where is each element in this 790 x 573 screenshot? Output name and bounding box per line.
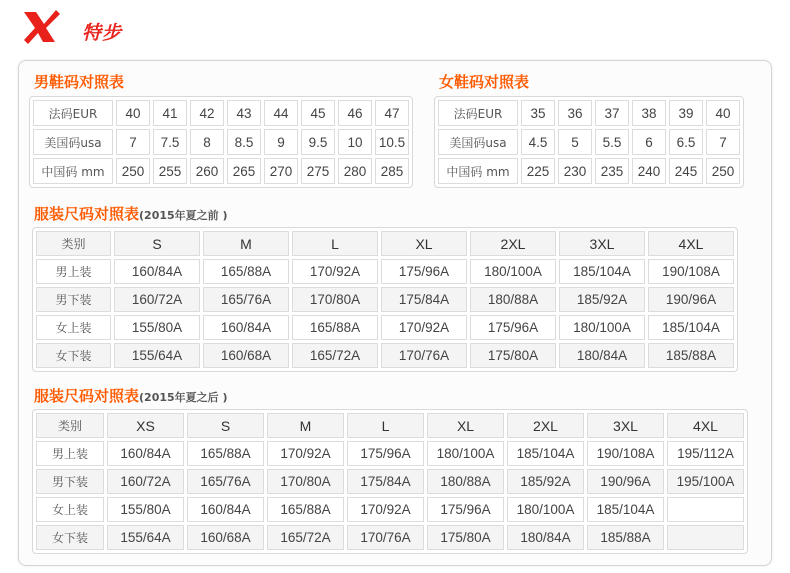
- table-row: [36, 441, 744, 466]
- size-cell: 155/80A: [107, 497, 184, 522]
- size-cell: 225: [521, 158, 555, 184]
- size-header: L: [347, 413, 424, 438]
- row-label: 女下装: [36, 525, 104, 550]
- size-cell: 250: [706, 158, 740, 184]
- size-cell: 170/92A: [381, 315, 467, 340]
- size-cell: 165/76A: [187, 469, 264, 494]
- size-cell: 175/84A: [347, 469, 424, 494]
- size-cell: 235: [595, 158, 629, 184]
- table-row: [36, 469, 744, 494]
- size-cell: 9: [264, 129, 298, 155]
- size-cell: 170/76A: [381, 343, 467, 368]
- size-cell: 155/80A: [114, 315, 200, 340]
- size-cell: 165/88A: [292, 315, 378, 340]
- table-row: [36, 497, 744, 522]
- size-cell: 245: [669, 158, 703, 184]
- clothing-before-title-text: 服装尺码对照表: [34, 205, 140, 223]
- size-cell: 37: [595, 100, 629, 126]
- size-cell: 36: [558, 100, 592, 126]
- size-cell: 8.5: [227, 129, 261, 155]
- size-header: 2XL: [470, 231, 556, 256]
- table-row: [36, 343, 734, 368]
- brand-logo: [22, 8, 142, 50]
- header-row: [36, 413, 744, 438]
- women-shoes-table: [434, 96, 744, 188]
- size-cell: 165/72A: [267, 525, 344, 550]
- size-cell: 170/92A: [267, 441, 344, 466]
- size-cell: 8: [190, 129, 224, 155]
- size-cell: 185/104A: [648, 315, 734, 340]
- table-row: [438, 129, 740, 155]
- size-cell: 195/100A: [667, 469, 744, 494]
- size-cell: 175/96A: [470, 315, 556, 340]
- size-header: M: [203, 231, 289, 256]
- size-cell: 255: [153, 158, 187, 184]
- size-cell: 175/80A: [470, 343, 556, 368]
- size-cell: 185/92A: [559, 287, 645, 312]
- size-cell: 170/80A: [267, 469, 344, 494]
- row-label: 法码EUR: [33, 100, 113, 126]
- table-row: [36, 525, 744, 550]
- brand-name: 特步: [82, 22, 123, 44]
- size-cell: 270: [264, 158, 298, 184]
- row-label: 中国码 mm: [33, 158, 113, 184]
- size-cell: 180/100A: [559, 315, 645, 340]
- size-cell: 175/80A: [427, 525, 504, 550]
- row-label: 男下装: [36, 287, 111, 312]
- size-cell: 7: [116, 129, 150, 155]
- size-cell: 230: [558, 158, 592, 184]
- size-header: S: [114, 231, 200, 256]
- table-row: [36, 315, 734, 340]
- table-row: [33, 129, 409, 155]
- row-label: 男上装: [36, 441, 104, 466]
- size-cell: 180/84A: [507, 525, 584, 550]
- size-cell: 44: [264, 100, 298, 126]
- clothing-after-note: (2015年夏之后 ): [139, 391, 228, 404]
- size-header: XS: [107, 413, 184, 438]
- size-cell: 185/88A: [648, 343, 734, 368]
- row-label: 女下装: [36, 343, 111, 368]
- size-cell: 160/68A: [203, 343, 289, 368]
- size-cell: 165/88A: [203, 259, 289, 284]
- clothing-after-title-text: 服装尺码对照表: [34, 387, 140, 405]
- size-cell: 175/84A: [381, 287, 467, 312]
- size-cell: [667, 525, 744, 550]
- size-cell: 160/84A: [114, 259, 200, 284]
- category-header: 类别: [36, 413, 104, 438]
- size-cell: 265: [227, 158, 261, 184]
- size-cell: 40: [116, 100, 150, 126]
- size-cell: 185/104A: [587, 497, 664, 522]
- size-header: S: [187, 413, 264, 438]
- size-cell: 170/92A: [292, 259, 378, 284]
- size-cell: 165/88A: [267, 497, 344, 522]
- size-cell: 160/84A: [107, 441, 184, 466]
- table-row: [36, 287, 734, 312]
- size-cell: 165/76A: [203, 287, 289, 312]
- size-cell: 195/112A: [667, 441, 744, 466]
- size-header: 4XL: [667, 413, 744, 438]
- size-header: 4XL: [648, 231, 734, 256]
- size-cell: 185/104A: [559, 259, 645, 284]
- size-header: 3XL: [587, 413, 664, 438]
- men-shoes-title: 男鞋码对照表: [34, 73, 125, 91]
- clothing-after-table: [32, 409, 748, 554]
- size-cell: 180/84A: [559, 343, 645, 368]
- row-label: 美国码usa: [33, 129, 113, 155]
- size-cell: 240: [632, 158, 666, 184]
- size-cell: 180/100A: [470, 259, 556, 284]
- size-cell: 160/72A: [114, 287, 200, 312]
- size-cell: 170/76A: [347, 525, 424, 550]
- size-header: 2XL: [507, 413, 584, 438]
- size-cell: 155/64A: [114, 343, 200, 368]
- clothing-before-title: [34, 203, 228, 224]
- size-header: 3XL: [559, 231, 645, 256]
- size-cell: 165/72A: [292, 343, 378, 368]
- size-cell: 190/108A: [587, 441, 664, 466]
- size-cell: 40: [706, 100, 740, 126]
- row-label: 男下装: [36, 469, 104, 494]
- size-cell: 35: [521, 100, 555, 126]
- size-cell: 170/80A: [292, 287, 378, 312]
- size-cell: 43: [227, 100, 261, 126]
- size-cell: 4.5: [521, 129, 555, 155]
- clothing-before-note: (2015年夏之前 ): [139, 209, 228, 222]
- size-cell: 260: [190, 158, 224, 184]
- size-cell: 39: [669, 100, 703, 126]
- size-cell: 41: [153, 100, 187, 126]
- table-row: [438, 100, 740, 126]
- size-cell: 5: [558, 129, 592, 155]
- size-cell: 160/84A: [187, 497, 264, 522]
- men-shoes-table: [29, 96, 413, 188]
- size-cell: 275: [301, 158, 335, 184]
- size-header: XL: [381, 231, 467, 256]
- size-cell: 180/88A: [427, 469, 504, 494]
- clothing-before-table: [32, 227, 738, 372]
- size-header: L: [292, 231, 378, 256]
- size-cell: 165/88A: [187, 441, 264, 466]
- size-cell: 47: [375, 100, 409, 126]
- size-cell: 180/100A: [507, 497, 584, 522]
- size-cell: [667, 497, 744, 522]
- row-label: 女上装: [36, 315, 111, 340]
- size-cell: 175/96A: [427, 497, 504, 522]
- row-label: 法码EUR: [438, 100, 518, 126]
- size-cell: 190/96A: [587, 469, 664, 494]
- size-cell: 10: [338, 129, 372, 155]
- size-cell: 185/104A: [507, 441, 584, 466]
- table-row: [33, 158, 409, 184]
- size-cell: 160/68A: [187, 525, 264, 550]
- row-label: 中国码 mm: [438, 158, 518, 184]
- row-label: 美国码usa: [438, 129, 518, 155]
- table-row: [36, 259, 734, 284]
- size-cell: 180/100A: [427, 441, 504, 466]
- women-shoes-title: 女鞋码对照表: [439, 73, 530, 91]
- size-cell: 175/96A: [347, 441, 424, 466]
- size-cell: 7.5: [153, 129, 187, 155]
- size-cell: 155/64A: [107, 525, 184, 550]
- clothing-after-title: [34, 385, 228, 406]
- size-cell: 185/88A: [587, 525, 664, 550]
- size-cell: 160/84A: [203, 315, 289, 340]
- size-cell: 6.5: [669, 129, 703, 155]
- size-cell: 280: [338, 158, 372, 184]
- table-row: [33, 100, 409, 126]
- size-cell: 170/92A: [347, 497, 424, 522]
- size-cell: 46: [338, 100, 372, 126]
- header-row: [36, 231, 734, 256]
- category-header: 类别: [36, 231, 111, 256]
- size-cell: 10.5: [375, 129, 409, 155]
- size-cell: 175/96A: [381, 259, 467, 284]
- size-cell: 6: [632, 129, 666, 155]
- size-cell: 7: [706, 129, 740, 155]
- size-cell: 160/72A: [107, 469, 184, 494]
- size-header: XL: [427, 413, 504, 438]
- size-cell: 38: [632, 100, 666, 126]
- size-cell: 180/88A: [470, 287, 556, 312]
- size-cell: 45: [301, 100, 335, 126]
- table-row: [438, 158, 740, 184]
- size-cell: 285: [375, 158, 409, 184]
- xtep-x-mark-icon: [22, 8, 62, 46]
- size-cell: 42: [190, 100, 224, 126]
- size-cell: 9.5: [301, 129, 335, 155]
- size-cell: 190/108A: [648, 259, 734, 284]
- size-cell: 5.5: [595, 129, 629, 155]
- size-cell: 185/92A: [507, 469, 584, 494]
- row-label: 男上装: [36, 259, 111, 284]
- size-cell: 250: [116, 158, 150, 184]
- size-header: M: [267, 413, 344, 438]
- row-label: 女上装: [36, 497, 104, 522]
- size-cell: 190/96A: [648, 287, 734, 312]
